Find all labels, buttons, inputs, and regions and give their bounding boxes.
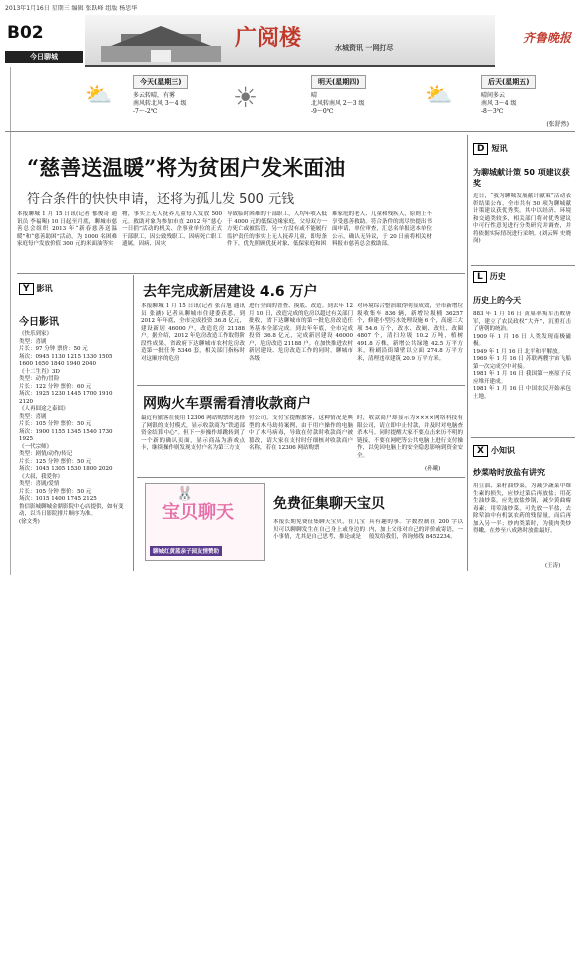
railway-column-1: 最近有旅客在使用 12306 网站购票时选择了网银的支付模式，显示收款商为“铁道部资金结算中心”。但下一步操作却跳转到了一个新的确认页面，显示商品为游戏点卡，继续操作则发现支付户名为第三方支 xyxy=(141,415,245,451)
listing-line: 1925 xyxy=(19,436,33,442)
listing-line: 场次：1045 1305 1530 1800 2020 xyxy=(19,466,113,472)
weather-today-label: 今天(星期三) xyxy=(133,75,188,89)
page-date-line: 2013年1月16日 星期三 编辑 张跃峰 组版 杨思华 xyxy=(5,5,138,12)
sun-icon: ☀ xyxy=(233,81,259,114)
ad-sponsor: 聊城红黄蓝亲子园友情赞助 xyxy=(150,546,222,556)
right-column-divider xyxy=(467,135,468,571)
banner-title: 广阅楼 xyxy=(235,25,302,51)
page-number: B02 xyxy=(7,23,44,43)
railway-column-2: 付公司。支付宝提醒旅客，这种情况是典型的木马劫持案例，由于用户操作的电脑中了木马病毒，导致在付款时收款商户被篡改，请大家在支付时仔细核对收款商户名称，若在 12306 网站购票 xyxy=(249,415,353,451)
entertainment-title: 今日影讯 xyxy=(19,317,59,328)
weather-after-label: 后天(星期五) xyxy=(481,75,536,89)
brief-section-tag xyxy=(473,143,507,155)
weather-tomorrow-label: 明天(星期四) xyxy=(311,75,366,89)
weather-credit: (张舒然) xyxy=(546,121,569,128)
brief-section-label: 短讯 xyxy=(491,144,508,153)
listing-line: 鲁信影城聊城金鼎影院中心店提供，如有变动，以当日影院排片顺序为准。 xyxy=(19,503,124,517)
listing-line: 场次：1900 1155 1345 1540 1730 xyxy=(19,428,113,435)
brief-headline: 为聊城献计策 50 项建议获奖 xyxy=(473,168,570,188)
weather-today-wind: 南风转北风 3～4 级 xyxy=(133,100,187,107)
tips-credit: (王涛) xyxy=(545,563,561,569)
listing-line: 场次：1925 1230 1445 1700 1910 xyxy=(19,391,113,397)
partly-cloudy-icon: ⛅ xyxy=(425,83,453,108)
weather-tomorrow-temp: -9～0℃ xyxy=(311,108,334,115)
listing-line: 片长：97 分钟 票价：50 元 xyxy=(19,346,88,352)
baby-column-1: 本报长期免费征集聊天宝贝，在儿宝贝可以聊聊发生在自己身上或身边的小事情，尤其是自己思考、推论或是 xyxy=(273,519,365,540)
entertainment-section-tag xyxy=(19,283,53,295)
newspaper-page xyxy=(5,5,575,575)
history-list xyxy=(473,311,571,435)
listing-line: 片长：105 分钟 票价：50 元 xyxy=(19,421,92,427)
tips-text: 用豆油、菜籽油炒菜，为减少蔬菜中维生素的损失，应炒过菜后再放盐；用花生油炒菜，应先放盐炒锅，减少黄曲霉毒素；用荤油炒菜，可先放一半盐，去除荤油中有机氯农药的残留量，而后再加入另一半；炒肉类菜时，为使肉类炒得嫩，在炒至八成熟时放盐最好。 xyxy=(473,483,571,534)
left-column-divider xyxy=(133,275,134,571)
housing-bottom-divider xyxy=(137,385,465,386)
tips-section-tag xyxy=(473,445,515,457)
weather-tomorrow xyxy=(311,69,481,116)
history-item: 1949 年 1 月 16 日 北平和平解放。 xyxy=(473,348,563,355)
lead-headline: “慈善送温暖”将为贫困户发米面油 xyxy=(27,155,346,180)
banner xyxy=(85,15,495,67)
listing-line: 《快乐到家》 xyxy=(19,331,53,337)
listing-line: 《大叔，我爱你》 xyxy=(19,473,64,480)
weather-tomorrow-wind: 北风转南风 2～3 级 xyxy=(311,100,365,107)
brief-section-box: D xyxy=(473,143,488,155)
weather-after xyxy=(481,69,575,116)
tips-headline: 炒菜啥时放盐有讲究 xyxy=(473,468,545,477)
masthead xyxy=(5,15,575,65)
listing-line: 《一代宗师》 xyxy=(19,443,53,450)
housing-column-1: 本报聊城 1 月 15 日讯(记者 张召旭 通讯员 张涵) 记者从聊城市住建委获悉，到 2012 年年底，全市完成投资 36.8 亿元，建设新居 46000 户，改造危房 21188 户。据介绍，2012 年危房改造工作取得阶段性成果，省政府下达聊城市农村危房改造第一批任务 5346 套，相关部门指标时对这顺序的危房 xyxy=(141,303,245,362)
weather-after-wind: 南风 3～4 级 xyxy=(481,100,517,107)
weather-today-desc: 多云转晴，有雾 xyxy=(133,92,176,99)
weather-tomorrow-desc: 晴 xyxy=(311,92,318,99)
banner-subtitle: 水城资讯 一网打尽 xyxy=(335,44,394,52)
listing-line: (徐文秀) xyxy=(19,518,40,525)
history-item: 1981 年 1 月 16 日 我国第一座原子反应堆开建成。 xyxy=(473,371,571,385)
section-band: 今日聊城 xyxy=(5,51,83,63)
bunny-icon: 🐰 xyxy=(176,486,194,502)
listing-line: 《十二生肖》3D xyxy=(19,368,60,375)
ad-title: 宝贝聊天 xyxy=(162,502,234,523)
listing-line: 1600 1650 1840 1940 2040 xyxy=(19,361,96,367)
listing-line: 片长：122 分钟 票价：60 元 xyxy=(19,383,92,390)
newspaper-logo: 齐鲁晚报 xyxy=(522,31,571,45)
baby-column-2: 具有趣的事。字数控制在 200 字以内，加上父母对自己的评价或寄语，一般发给我们，咨询热线 8452234。 xyxy=(369,519,463,540)
weather-today xyxy=(133,69,303,116)
movie-listing xyxy=(19,331,129,526)
listing-line: 类型：喜剧 xyxy=(19,338,47,345)
railway-column-3: 时，收款商户却显示为××××网络科技有限公司，请立即中止付款，并及时对电脑查杀木马。同时提醒大家不要点击来历不明的链接，不要在网吧等公共电脑上进行支付操作，以免因电脑上的安全隐患影响到资金安全。 xyxy=(357,415,463,459)
history-section-tag xyxy=(473,271,506,283)
history-item: 1909 年 1 月 16 日 人类发现南极磁极。 xyxy=(473,333,571,347)
baby-headline: 免费征集聊天宝贝 xyxy=(273,496,385,512)
railway-headline: 网购火车票需看清收款商户 xyxy=(143,396,311,412)
brief-text: 近日，“我为聊城发展献计献策”活动表彰结果公布，全市共有 50 项为聊城献计策建议获优秀奖。其中以经济、环境和交通类较多，相关部门将对优秀建议中可行性意见进行分类研究并调查，并将依据实际情况进行采纳。(刘云辉 史晓岗) xyxy=(473,193,571,244)
listing-line: 2120 xyxy=(19,398,33,405)
listing-line: 片长：125 分钟 票价：50 元 xyxy=(19,458,92,465)
listing-line: 场次：0945 1130 1215 1330 1505 xyxy=(19,353,113,360)
listing-line: 类型：剧情/动作/传记 xyxy=(19,451,73,457)
listing-line: 类型：喜剧/爱情 xyxy=(19,481,60,487)
lead-bottom-divider xyxy=(17,273,465,274)
listing-line: 《人再囧途之泰囧》 xyxy=(19,406,69,412)
lead-column-3: 导致临时困难的干部职工，人均年收入低于 4000 元的低保边缘家庭，父母双方一方死亡或被监管，另一方没有或不能履行监护责任的事实上无人抚养儿童，即每条件下，优先照顾优抚对象、低保家庭和困 xyxy=(227,211,327,247)
history-item: 883 年 1 月 16 日 黄巢率叛军击败唐军，建立了农民政权“大齐”，沉重打击了唐朝的统治。 xyxy=(473,311,571,332)
housing-column-2: 进行全面的普查、摸底、改造。到去年 12 月 10 日，改造完成的危房以超过有关部门批收，省下达聊城市的第一批危房改造任务基本全部完成。到去年年底，全市完成投资 36.8 亿元，完成新居建设 46000 户，危房改造 21188 户。在加快推进农村新居建设、危房改造工作的同时，聊城市各级 xyxy=(249,303,353,362)
listing-line: 场次：1015 1400 1745 2125 xyxy=(19,496,97,502)
history-item: 1981 年 1 月 16 日 中国农民开始承包土地。 xyxy=(473,386,571,400)
entertainment-section-box: Y xyxy=(19,283,34,295)
history-headline: 历史上的今天 xyxy=(473,296,521,305)
lead-subhead: 符合条件的快快申请，还将为孤儿发 500 元钱 xyxy=(27,192,295,207)
listing-line: 类型：喜剧 xyxy=(19,413,47,420)
history-item: 1969 年 1 月 16 日 苏联两艘宇宙飞船第一次完成空中对接。 xyxy=(473,356,571,370)
weather-forecast xyxy=(5,67,575,132)
history-section-box: L xyxy=(473,271,487,283)
tips-section-label: 小知识 xyxy=(490,446,515,455)
weather-today-temp: -7～-2℃ xyxy=(133,108,158,115)
housing-headline: 去年完成新居建设 4.6 万户 xyxy=(143,284,318,300)
tower-illustration-icon xyxy=(91,16,231,64)
entertainment-section-label: 影讯 xyxy=(36,284,53,293)
history-section-label: 历史 xyxy=(489,272,506,281)
listing-line: 片长：105 分钟 票价：50 元 xyxy=(19,488,92,495)
brief-bottom-divider xyxy=(471,265,575,266)
weather-after-desc: 晴间多云 xyxy=(481,92,506,99)
railway-credit: (孙曦) xyxy=(425,466,441,472)
sponsor-ad xyxy=(145,483,265,561)
lead-column-2: 物，事实上无人抚养儿童每人发放 500 元。救助对象为参加市直 2012 年“慈心一日捐”活动的机关、企事业单位的正式干部职工，因公致残职工、因病死亡职工遗属，因病、因灾 xyxy=(122,211,222,247)
lead-column-4: 难家庭的老人、儿童和残疾人，原则上不享受慈善救助。符合条件的需尽快提出书面申请，单位审查，汇总名单报送本单位公示，确认无异议，于 20 日前将相关材料报市慈善总会救助部。 xyxy=(332,211,432,247)
weather-after-temp: -8～3℃ xyxy=(481,108,504,115)
housing-column-3: 对环境综合整治取得明显成效，全市新增垃圾收集车 836 辆，新增垃圾桶 36257 个，修建小型污水处理设施 6 个，高速三大项 54.6 万个，改水、改厕、改灶、改圈 4807 个，清扫垃圾 10.2 万吨，植树 491.8 万株，新增公共绿地 42.5 万平方米，粉刷沿街墙壁以立面 274.8 万平方米，清理违章建筑 20.9 万平方米。 xyxy=(357,303,463,362)
cloudy-sun-icon: ⛅ xyxy=(85,83,113,108)
history-bottom-divider xyxy=(471,437,575,438)
tips-section-box: X xyxy=(473,445,488,457)
listing-line: 类型：动作/冒险 xyxy=(19,376,60,382)
lead-column-1: 本报聊城 1 月 15 日讯(记者 郁俊奇 通讯员 李福喝) 10 日起至月底，聊城市慈善总会组织 2013 年“新春慈善送温暖”和“慈善助困”活动，为 1000 名困难家庭每户发放价值 300 元的米面油等实 xyxy=(17,211,117,247)
railway-bottom-divider xyxy=(137,477,465,478)
